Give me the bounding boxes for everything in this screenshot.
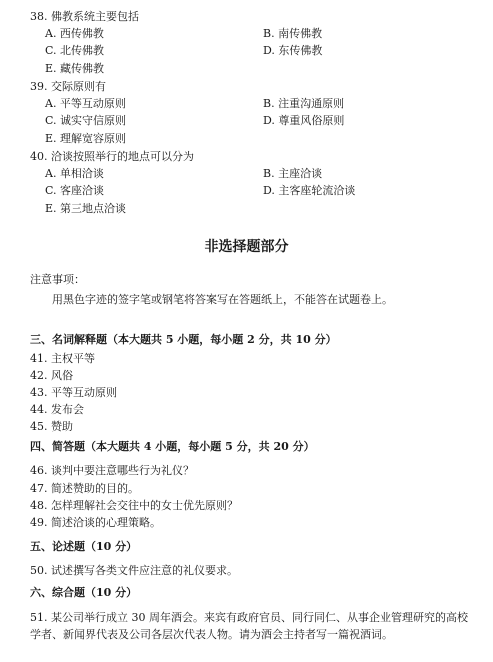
section-4-item: 46. 谈判中要注意哪些行为礼仪？ (30, 464, 194, 477)
section-3-item: 45. 赞助 (30, 420, 73, 433)
section-3-item: 41. 主权平等 (30, 352, 95, 365)
q38-option-c: C. 北传佛教 (45, 44, 105, 57)
q38-option-b: B. 南传佛教 (263, 27, 323, 40)
q39-option-c: C. 诚实守信原则 (45, 114, 127, 127)
q39-option-d: D. 尊重风俗原则 (263, 114, 345, 127)
section-3-item: 42. 风俗 (30, 369, 73, 382)
section-6-item: 51. 某公司举行成立 30 周年酒会。来宾有政府官员、同行同仁、从事企业管理研究的高校学者、新闻界代表及公司各层次代表人物。请为酒会主持者写一篇祝酒词。 (30, 611, 468, 641)
section-3-item: 43. 平等互动原则 (30, 386, 117, 399)
section-3-heading: 三、名词解释题（本大题共 5 小题，每小题 2 分，共 10 分） (30, 333, 337, 346)
question-40-stem: 40. 洽谈按照举行的地点可以分为 (30, 150, 194, 163)
section-4-item: 49. 简述洽谈的心理策略。 (30, 516, 161, 529)
q39-option-b: B. 注重沟通原则 (263, 97, 345, 110)
q38-option-a: A. 西传佛教 (45, 27, 104, 40)
section-4-heading: 四、简答题（本大题共 4 小题，每小题 5 分，共 20 分） (30, 440, 315, 453)
q40-option-b: B. 主座洽谈 (263, 167, 323, 180)
q38-option-e: E. 藏传佛教 (45, 62, 105, 75)
q40-option-c: C. 客座洽谈 (45, 184, 105, 197)
q39-option-e: E. 理解宽容原则 (45, 132, 127, 145)
q39-option-a: A. 平等互动原则 (45, 97, 126, 110)
section-3-item: 44. 发布会 (30, 403, 84, 416)
notice-heading: 注意事项： (30, 273, 85, 286)
question-38-stem: 38. 佛教系统主要包括 (30, 10, 139, 23)
section-4-item: 47. 简述赞助的目的。 (30, 482, 139, 495)
part-title: 非选择题部分 (204, 239, 289, 255)
section-6-heading: 六、综合题（10 分） (30, 586, 138, 599)
notice-text: 用黑色字迹的签字笔或钢笔将答案写在答题纸上，不能答在试题卷上。 (52, 293, 393, 306)
q40-option-a: A. 单相洽谈 (45, 167, 104, 180)
q38-option-d: D. 东传佛教 (263, 44, 323, 57)
q40-option-d: D. 主客座轮流洽谈 (263, 184, 356, 197)
section-4-item: 48. 怎样理解社会交往中的女士优先原则？ (30, 499, 238, 512)
question-39-stem: 39. 交际原则有 (30, 80, 106, 93)
section-5-heading: 五、论述题（10 分） (30, 540, 138, 553)
section-5-item: 50. 试述撰写各类文件应注意的礼仪要求。 (30, 564, 238, 577)
q40-option-e: E. 第三地点洽谈 (45, 202, 127, 215)
